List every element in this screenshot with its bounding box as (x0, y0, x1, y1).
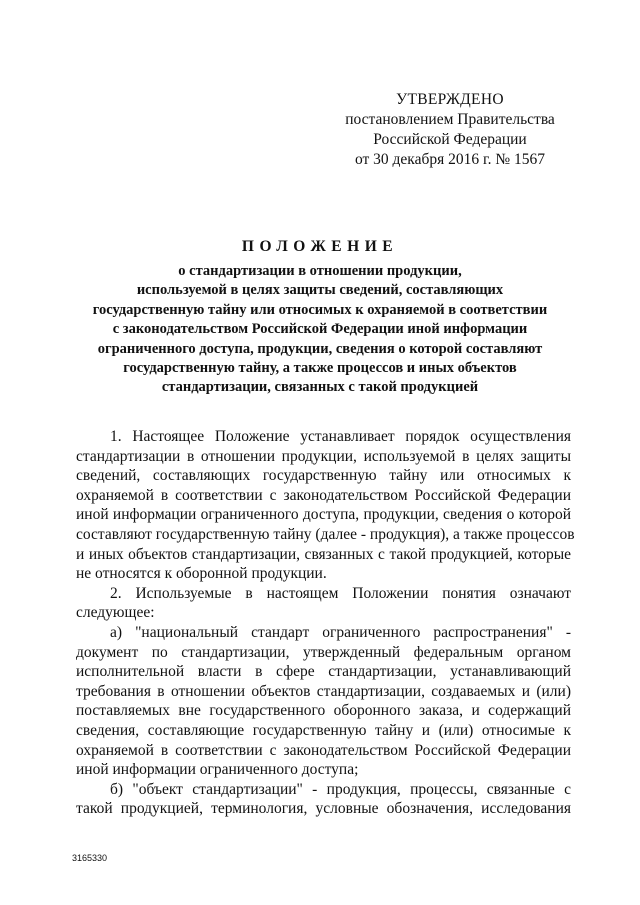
paragraph-line: стандартизации в отношении продукции, используемой в целях защиты (76, 447, 571, 465)
paragraph-line: документ по стандартизации, утвержденный федеральным органом (76, 643, 571, 661)
subtitle-line: о стандартизации в отношении продукции, (178, 263, 462, 279)
paragraph-line: такой продукцией, терминология, условные обозначения, исследования (76, 800, 571, 818)
approval-line: постановлением Правительства (345, 111, 555, 128)
paragraph-line: 2. Используемые в настоящем Положении понятия означают (110, 584, 571, 602)
paragraph-2 (76, 584, 571, 623)
paragraph-line: не относятся к оборонной продукции. (76, 565, 327, 583)
paragraph-line: поставляемых вне государственного оборонного заказа, и содержащий (76, 702, 571, 720)
paragraph-line: исполнительной власти в сфере стандартизации, устанавливающий (76, 663, 571, 681)
paragraph-line: а) "национальный стандарт ограниченного распространения" - (110, 623, 571, 641)
subtitle-line: с законодательством Российской Федерации иной информации (112, 321, 528, 338)
document-body (76, 427, 575, 819)
paragraph-line: составляют государственную тайну (далее - продукция), а также процессов (76, 525, 575, 543)
document-code: 3165330 (72, 853, 108, 863)
document-title: ПОЛОЖЕНИЕ (241, 238, 399, 255)
paragraph-1 (76, 427, 575, 584)
paragraph-line: иной информации ограниченного доступа; (76, 761, 359, 779)
paragraph-line: сведений, составляющих государственную тайну или относимых к (76, 467, 571, 485)
approval-block (340, 90, 560, 170)
subtitle-line: государственную тайну или относимых к охраняемой в соответствии (92, 301, 548, 318)
paragraph-line: сведения, составляющие государственную тайну и (или) относимые к (76, 721, 571, 739)
paragraph-line: б) "объект стандартизации" - продукция, процессы, связанные с (110, 780, 571, 798)
paragraph-a (76, 623, 571, 780)
approval-line: Российской Федерации (373, 131, 527, 148)
paragraph-b (76, 780, 571, 819)
paragraph-line: и иных объектов стандартизации, связанных с такой продукцией, которые (76, 545, 571, 563)
approval-heading: УТВЕРЖДЕНО (396, 91, 504, 108)
approval-date-number: от 30 декабря 2016 г. № 1567 (354, 151, 546, 168)
paragraph-line: охраняемой в соответствии с законодательством Российской Федерации (76, 486, 571, 504)
paragraph-line: требования в отношении объектов стандартизации, создаваемых и (или) (76, 682, 571, 700)
subtitle-line: ограниченного доступа, продукции, сведения о которой составляют (97, 340, 543, 357)
subtitle-line: стандартизации, связанных с такой продукцией (161, 379, 479, 396)
paragraph-line: 1. Настоящее Положение устанавливает порядок осуществления (110, 428, 571, 445)
paragraph-line: следующее: (76, 604, 155, 622)
paragraph-line: охраняемой в соответствии с законодательством Российской Федерации (76, 741, 571, 759)
paragraph-line: иной информации ограниченного доступа, продукции, сведения о которой (76, 506, 571, 524)
subtitle-line: государственную тайну, а также процессов и иных объектов (123, 360, 517, 377)
document-subtitle (70, 262, 570, 398)
subtitle-line: используемой в целях защиты сведений, составляющих (136, 282, 504, 299)
